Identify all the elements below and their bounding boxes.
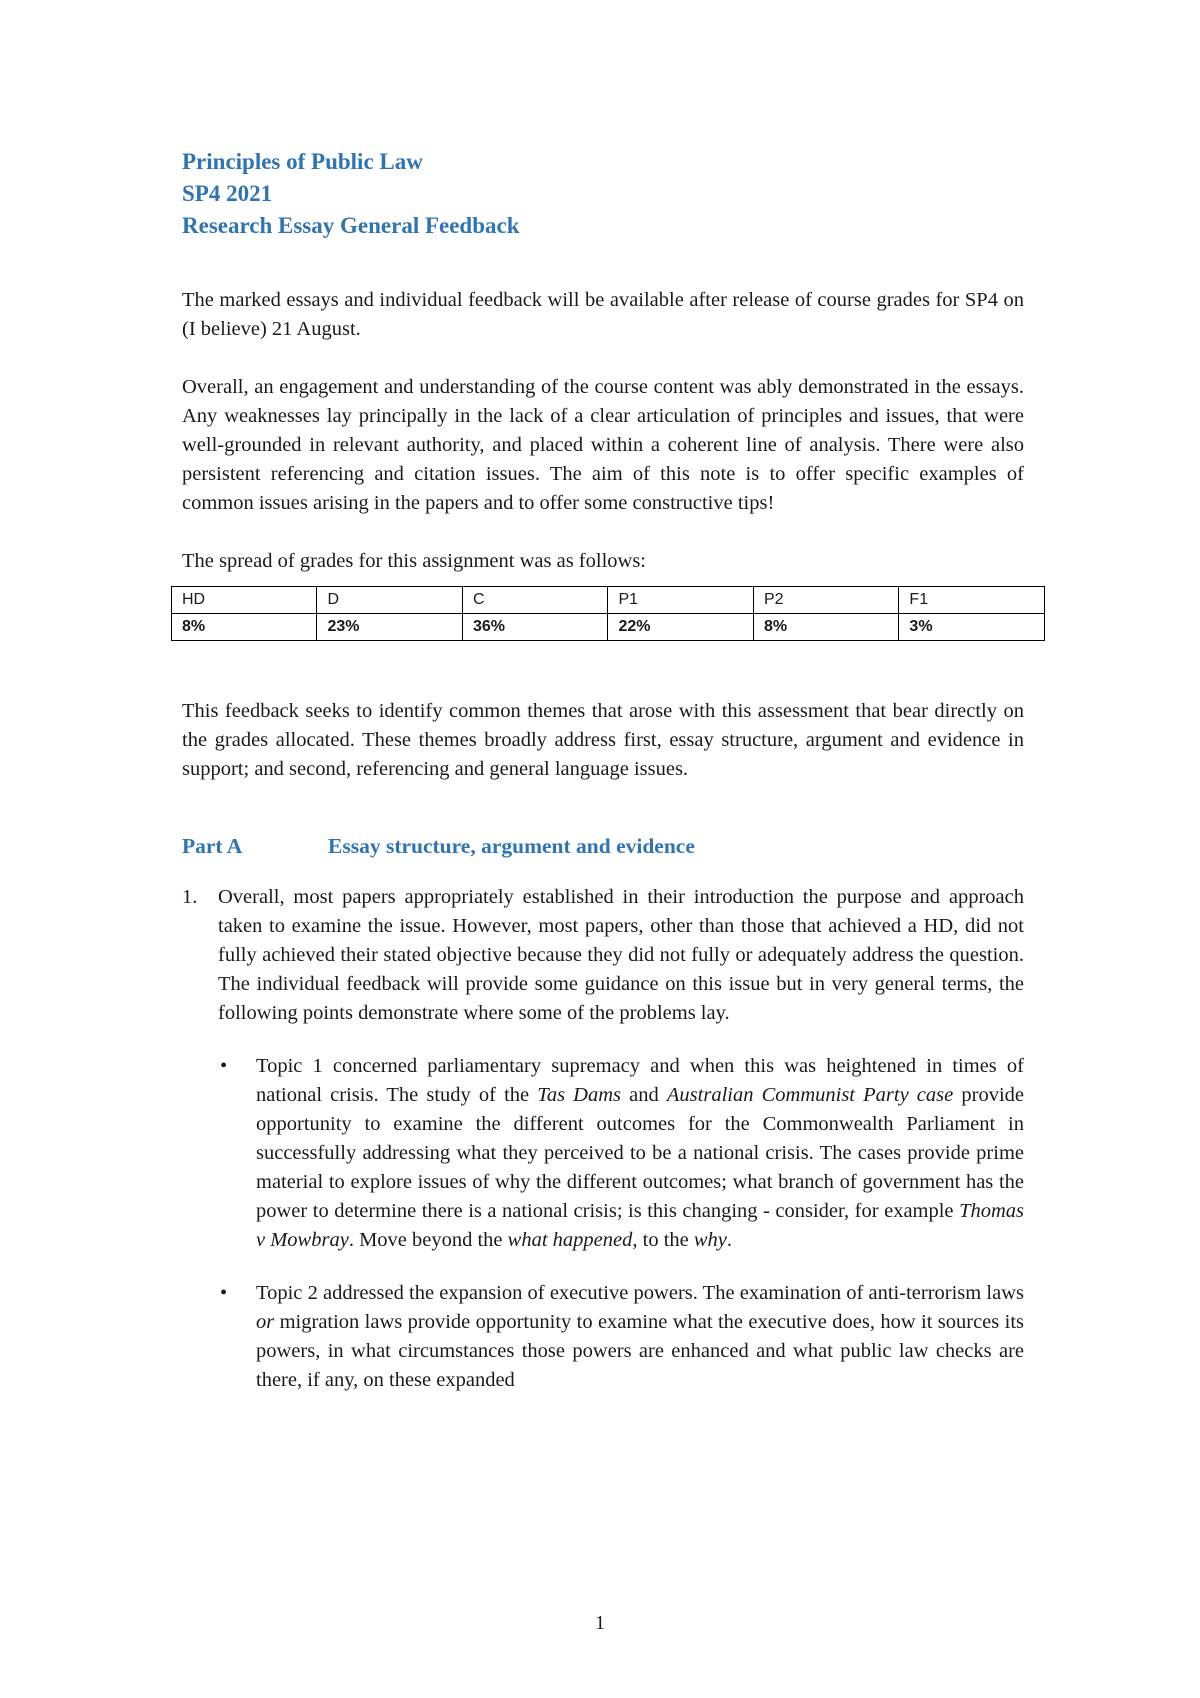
themes-paragraph: This feedback seeks to identify common themes that arose with this assessment that bear directly on the grades allocated. These themes broadly address first, essay structure, argument and evidence in support; and second, referencing and general language issues. xyxy=(182,700,1024,780)
study-period: SP4 2021 xyxy=(182,181,273,206)
part-a-title: Essay structure, argument and evidence xyxy=(328,834,695,858)
grade-value-cell: 36% xyxy=(462,614,607,641)
course-title: Principles of Public Law xyxy=(182,149,423,174)
grade-value-cell: 8% xyxy=(172,614,317,641)
grade-value-cell: 23% xyxy=(317,614,462,641)
grade-header-cell: F1 xyxy=(899,587,1045,614)
bullet-icon: • xyxy=(220,1055,228,1077)
grade-header-row xyxy=(172,587,1045,614)
grade-value-cell: 22% xyxy=(608,614,753,641)
grade-header-cell: P1 xyxy=(608,587,753,614)
grade-header-cell: C xyxy=(462,587,607,614)
grade-header-cell: HD xyxy=(172,587,317,614)
page-number: 1 xyxy=(595,1612,605,1634)
bullet-icon: • xyxy=(220,1282,228,1304)
grade-value-cell: 3% xyxy=(899,614,1045,641)
document-content xyxy=(182,146,1024,1395)
grade-value-cell: 8% xyxy=(753,614,898,641)
topic-1-text: Topic 1 concerned parliamentary supremacy and when this was heightened in times of national crisis. The study of the Tas Dams and Australian Communist Party case provide opportunity to examine the different outcomes for the Commonwealth Parliament in successfully addressing what they perceived to be a national crisis. The cases provide prime material to explore issues of why the different outcomes; what branch of government has the power to determine there is a national crisis; is this changing - consider, for example Thomas v Mowbray. Move beyond the what happened, to the why. xyxy=(256,1055,1024,1251)
grade-value-row xyxy=(172,614,1045,641)
numbered-point-1 xyxy=(182,883,1024,1028)
point-number: 1. xyxy=(182,886,198,908)
overall-paragraph: Overall, an engagement and understanding of the course content was ably demonstrated in the essays. Any weaknesses lay principally in the lack of a clear articulation of principles and issues, that were well-grounded in relevant authority, and placed within a coherent line of analysis. There were also persistent referencing and citation issues. The aim of this note is to offer specific examples of common issues arising in the papers and to offer some constructive tips! xyxy=(182,376,1024,514)
document-title: Research Essay General Feedback xyxy=(182,213,520,238)
part-a-heading xyxy=(182,834,1024,859)
release-paragraph: The marked essays and individual feedback will be available after release of course grades for SP4 on (I believe) 21 August. xyxy=(182,289,1024,340)
bullet-topic-1 xyxy=(218,1052,1024,1255)
part-a-label: Part A xyxy=(182,834,243,858)
point-1-text: Overall, most papers appropriately established in their introduction the purpose and approach taken to examine the issue. However, most papers, other than those that achieved a HD, did not fully achieved their stated objective because they did not fully or adequately address the question. The individual feedback will provide some guidance on this issue but in very general terms, the following points demonstrate where some of the problems lay. xyxy=(218,886,1024,1024)
grade-header-cell: P2 xyxy=(753,587,898,614)
grade-header-cell: D xyxy=(317,587,462,614)
grade-spread-table xyxy=(171,586,1045,641)
spread-intro: The spread of grades for this assignment was as follows: xyxy=(182,550,646,572)
topic-2-text: Topic 2 addressed the expansion of executive powers. The examination of anti-terrorism laws or migration laws provide opportunity to examine what the executive does, how it sources its powers, in what circumstances those powers are enhanced and what public law checks are there, if any, on these expanded xyxy=(256,1282,1024,1391)
bullet-topic-2 xyxy=(218,1279,1024,1395)
